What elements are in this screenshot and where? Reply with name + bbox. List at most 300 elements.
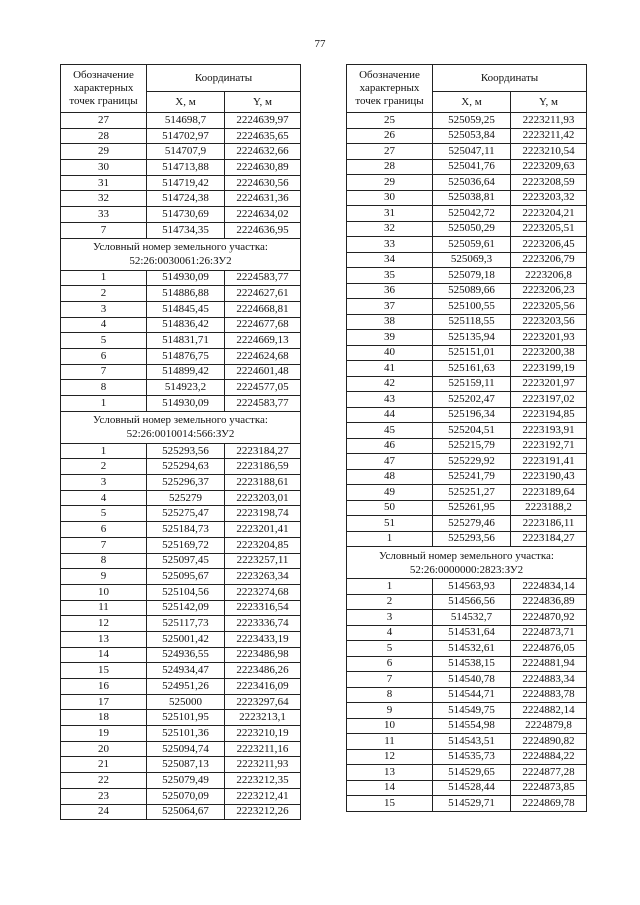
y-coordinate: 2224636,95 xyxy=(225,222,301,238)
point-number: 12 xyxy=(61,616,147,632)
point-number: 8 xyxy=(61,380,147,396)
table-row xyxy=(61,191,301,207)
x-coordinate: 514698,7 xyxy=(147,113,225,129)
y-coordinate: 2224881,94 xyxy=(511,656,587,672)
y-coordinate: 2224884,22 xyxy=(511,749,587,765)
coordinates-header: Координаты xyxy=(147,65,301,92)
x-coordinate: 525041,76 xyxy=(433,159,511,175)
table-row xyxy=(347,656,587,672)
y-coordinate: 2224577,05 xyxy=(225,380,301,396)
point-number: 13 xyxy=(61,631,147,647)
point-number: 42 xyxy=(347,376,433,392)
y-coordinate: 2224879,8 xyxy=(511,718,587,734)
x-coordinate: 525135,94 xyxy=(433,330,511,346)
table-row xyxy=(347,221,587,237)
y-coordinate: 2224631,36 xyxy=(225,191,301,207)
table-row xyxy=(347,299,587,315)
y-coordinate: 2223188,61 xyxy=(225,475,301,491)
table-row xyxy=(347,144,587,160)
x-coordinate: 525000 xyxy=(147,694,225,710)
y-coordinate: 2224668,81 xyxy=(225,301,301,317)
y-coordinate: 2223205,56 xyxy=(511,299,587,315)
table-row xyxy=(347,672,587,688)
table-row xyxy=(61,804,301,820)
table-row xyxy=(61,380,301,396)
x-coordinate: 514532,61 xyxy=(433,641,511,657)
table-row xyxy=(347,749,587,765)
x-coordinate: 525159,11 xyxy=(433,376,511,392)
page-number: 77 xyxy=(314,38,326,50)
table-row xyxy=(61,317,301,333)
point-number: 14 xyxy=(347,780,433,796)
x-coordinate: 525079,49 xyxy=(147,773,225,789)
y-coordinate: 2223203,56 xyxy=(511,314,587,330)
y-coordinate: 2223212,26 xyxy=(225,804,301,820)
table-row xyxy=(61,773,301,789)
table-row xyxy=(347,625,587,641)
x-coordinate: 525087,13 xyxy=(147,757,225,773)
y-coordinate: 2224632,66 xyxy=(225,144,301,160)
x-coordinate: 525204,51 xyxy=(433,423,511,439)
y-coordinate: 2223198,74 xyxy=(225,506,301,522)
x-coordinate: 525294,63 xyxy=(147,459,225,475)
section-row xyxy=(61,238,301,270)
y-coordinate: 2224883,78 xyxy=(511,687,587,703)
x-coordinate: 514719,42 xyxy=(147,175,225,191)
point-number: 27 xyxy=(61,113,147,129)
x-coordinate: 525293,56 xyxy=(433,531,511,547)
table-row xyxy=(61,584,301,600)
point-number: 2 xyxy=(61,286,147,302)
x-coordinate: 525104,56 xyxy=(147,584,225,600)
table-row xyxy=(61,396,301,412)
y-coordinate: 2223486,98 xyxy=(225,647,301,663)
point-number: 37 xyxy=(347,299,433,315)
y-coordinate: 2224677,68 xyxy=(225,317,301,333)
point-number: 44 xyxy=(347,407,433,423)
point-number: 49 xyxy=(347,485,433,501)
x-coordinate: 525069,3 xyxy=(433,252,511,268)
x-coordinate: 514899,42 xyxy=(147,364,225,380)
point-number: 15 xyxy=(61,663,147,679)
point-number: 1 xyxy=(61,443,147,459)
point-number: 24 xyxy=(61,804,147,820)
y-coordinate: 2223206,45 xyxy=(511,237,587,253)
y-coordinate: 2223336,74 xyxy=(225,616,301,632)
y-header: Y, м xyxy=(511,92,587,113)
x-coordinate: 525001,42 xyxy=(147,631,225,647)
y-coordinate: 2223263,34 xyxy=(225,569,301,585)
table-row xyxy=(347,610,587,626)
x-coordinate: 524936,55 xyxy=(147,647,225,663)
x-coordinate: 514702,97 xyxy=(147,128,225,144)
y-coordinate: 2224630,56 xyxy=(225,175,301,191)
y-coordinate: 2223186,59 xyxy=(225,459,301,475)
table-row xyxy=(347,283,587,299)
table-row xyxy=(347,594,587,610)
table-row xyxy=(61,348,301,364)
y-coordinate: 2223201,97 xyxy=(511,376,587,392)
y-coordinate: 2223211,42 xyxy=(511,128,587,144)
table-row xyxy=(347,206,587,222)
table-row xyxy=(61,694,301,710)
point-number: 4 xyxy=(61,317,147,333)
table-row xyxy=(61,616,301,632)
table-row xyxy=(61,222,301,238)
point-number: 28 xyxy=(347,159,433,175)
x-coordinate: 525293,56 xyxy=(147,443,225,459)
table-row xyxy=(347,376,587,392)
x-coordinate: 514930,09 xyxy=(147,270,225,286)
table-row xyxy=(61,647,301,663)
table-row xyxy=(347,516,587,532)
point-number: 5 xyxy=(61,506,147,522)
y-coordinate: 2223212,35 xyxy=(225,773,301,789)
y-coordinate: 2224882,14 xyxy=(511,703,587,719)
table-row xyxy=(61,663,301,679)
x-coordinate: 525161,63 xyxy=(433,361,511,377)
y-coordinate: 2223433,19 xyxy=(225,631,301,647)
table-row xyxy=(61,569,301,585)
table-row xyxy=(61,144,301,160)
point-number: 33 xyxy=(61,207,147,223)
point-number: 10 xyxy=(61,584,147,600)
point-number: 50 xyxy=(347,500,433,516)
y-coordinate: 2223206,23 xyxy=(511,283,587,299)
x-coordinate: 525261,95 xyxy=(433,500,511,516)
y-coordinate: 2224873,71 xyxy=(511,625,587,641)
x-coordinate: 525036,64 xyxy=(433,175,511,191)
x-coordinate: 525142,09 xyxy=(147,600,225,616)
y-coordinate: 2223186,11 xyxy=(511,516,587,532)
y-coordinate: 2223191,41 xyxy=(511,454,587,470)
table-row xyxy=(347,237,587,253)
table-row xyxy=(347,531,587,547)
x-coordinate: 514535,73 xyxy=(433,749,511,765)
point-number: 16 xyxy=(61,679,147,695)
table-row xyxy=(347,113,587,129)
point-number: 3 xyxy=(347,610,433,626)
section-row xyxy=(347,547,587,579)
x-coordinate: 514713,88 xyxy=(147,160,225,176)
point-number: 4 xyxy=(61,490,147,506)
y-coordinate: 2223190,43 xyxy=(511,469,587,485)
x-coordinate: 514836,42 xyxy=(147,317,225,333)
table-row xyxy=(347,780,587,796)
point-number: 30 xyxy=(347,190,433,206)
table-row xyxy=(347,175,587,191)
x-coordinate: 514876,75 xyxy=(147,348,225,364)
point-number: 45 xyxy=(347,423,433,439)
x-coordinate: 514538,15 xyxy=(433,656,511,672)
table-row xyxy=(61,553,301,569)
x-coordinate: 525296,37 xyxy=(147,475,225,491)
y-coordinate: 2223204,85 xyxy=(225,537,301,553)
point-number: 1 xyxy=(61,396,147,412)
table-row xyxy=(347,361,587,377)
table-row xyxy=(61,286,301,302)
y-coordinate: 2223204,21 xyxy=(511,206,587,222)
table-row xyxy=(61,175,301,191)
point-number: 38 xyxy=(347,314,433,330)
table-row xyxy=(347,454,587,470)
table-row xyxy=(347,314,587,330)
point-number: 32 xyxy=(347,221,433,237)
point-number: 6 xyxy=(61,348,147,364)
y-coordinate: 2223197,02 xyxy=(511,392,587,408)
point-number: 9 xyxy=(61,569,147,585)
x-coordinate: 525053,84 xyxy=(433,128,511,144)
point-number: 39 xyxy=(347,330,433,346)
table-row xyxy=(61,741,301,757)
table-row xyxy=(347,345,587,361)
point-number: 3 xyxy=(61,475,147,491)
point-number: 10 xyxy=(347,718,433,734)
x-coordinate: 514543,51 xyxy=(433,734,511,750)
table-row xyxy=(61,113,301,129)
table-row xyxy=(347,159,587,175)
y-coordinate: 2223210,54 xyxy=(511,144,587,160)
table-row xyxy=(61,631,301,647)
point-number: 40 xyxy=(347,345,433,361)
table-row xyxy=(61,160,301,176)
table-row xyxy=(347,734,587,750)
land-plot-number: Условный номер земельного участка: 52:26:0030061:26:ЗУ2 xyxy=(61,238,301,270)
point-number: 35 xyxy=(347,268,433,284)
point-number: 15 xyxy=(347,796,433,812)
point-number: 29 xyxy=(347,175,433,191)
x-coordinate: 525279,46 xyxy=(433,516,511,532)
table-row xyxy=(61,788,301,804)
point-number: 2 xyxy=(347,594,433,610)
table-row xyxy=(61,364,301,380)
x-coordinate: 525229,92 xyxy=(433,454,511,470)
x-coordinate: 514531,64 xyxy=(433,625,511,641)
x-coordinate: 524951,26 xyxy=(147,679,225,695)
table-row xyxy=(61,301,301,317)
y-coordinate: 2223206,8 xyxy=(511,268,587,284)
section-row xyxy=(61,411,301,443)
point-number: 46 xyxy=(347,438,433,454)
y-coordinate: 2223189,64 xyxy=(511,485,587,501)
x-coordinate: 525094,74 xyxy=(147,741,225,757)
table-header-row xyxy=(347,65,587,92)
x-coordinate: 525151,01 xyxy=(433,345,511,361)
y-coordinate: 2224834,14 xyxy=(511,579,587,595)
x-coordinate: 524934,47 xyxy=(147,663,225,679)
x-coordinate: 525215,79 xyxy=(433,438,511,454)
point-number: 9 xyxy=(347,703,433,719)
x-coordinate: 514529,65 xyxy=(433,765,511,781)
point-number: 13 xyxy=(347,765,433,781)
x-coordinate: 514549,75 xyxy=(433,703,511,719)
point-number: 25 xyxy=(347,113,433,129)
table-row xyxy=(347,268,587,284)
point-number: 5 xyxy=(347,641,433,657)
table-row xyxy=(347,718,587,734)
y-coordinate: 2223203,32 xyxy=(511,190,587,206)
x-coordinate: 514734,35 xyxy=(147,222,225,238)
y-coordinate: 2224870,92 xyxy=(511,610,587,626)
x-coordinate: 514554,98 xyxy=(433,718,511,734)
point-number: 7 xyxy=(61,222,147,238)
y-coordinate: 2224583,77 xyxy=(225,396,301,412)
x-coordinate: 525095,67 xyxy=(147,569,225,585)
point-number: 7 xyxy=(61,537,147,553)
x-coordinate: 525101,95 xyxy=(147,710,225,726)
point-number: 2 xyxy=(61,459,147,475)
x-coordinate: 514831,71 xyxy=(147,333,225,349)
point-number: 11 xyxy=(61,600,147,616)
y-coordinate: 2223203,01 xyxy=(225,490,301,506)
point-number: 36 xyxy=(347,283,433,299)
y-coordinate: 2223201,93 xyxy=(511,330,587,346)
x-coordinate: 514930,09 xyxy=(147,396,225,412)
y-coordinate: 2223199,19 xyxy=(511,361,587,377)
table-row xyxy=(61,726,301,742)
point-number: 12 xyxy=(347,749,433,765)
point-number: 30 xyxy=(61,160,147,176)
point-number: 31 xyxy=(61,175,147,191)
x-coordinate: 525079,18 xyxy=(433,268,511,284)
table-row xyxy=(347,438,587,454)
x-coordinate: 525064,67 xyxy=(147,804,225,820)
point-number: 29 xyxy=(61,144,147,160)
point-number: 6 xyxy=(61,522,147,538)
table-row xyxy=(61,459,301,475)
point-number: 8 xyxy=(61,553,147,569)
y-coordinate: 2223212,41 xyxy=(225,788,301,804)
point-number: 23 xyxy=(61,788,147,804)
y-coordinate: 2224869,78 xyxy=(511,796,587,812)
table-row xyxy=(61,333,301,349)
x-coordinate: 525097,45 xyxy=(147,553,225,569)
coordinates-table-body xyxy=(61,65,301,820)
point-number: 27 xyxy=(347,144,433,160)
x-coordinate: 525196,34 xyxy=(433,407,511,423)
y-coordinate: 2224627,61 xyxy=(225,286,301,302)
y-header: Y, м xyxy=(225,92,301,113)
y-coordinate: 2223209,63 xyxy=(511,159,587,175)
y-coordinate: 2224876,05 xyxy=(511,641,587,657)
x-coordinate: 514845,45 xyxy=(147,301,225,317)
y-coordinate: 2223193,91 xyxy=(511,423,587,439)
table-row xyxy=(347,765,587,781)
y-coordinate: 2224634,02 xyxy=(225,207,301,223)
point-number: 43 xyxy=(347,392,433,408)
point-number: 1 xyxy=(347,531,433,547)
y-coordinate: 2223211,93 xyxy=(511,113,587,129)
point-number: 18 xyxy=(61,710,147,726)
point-number: 34 xyxy=(347,252,433,268)
table-row xyxy=(61,443,301,459)
x-coordinate: 525047,11 xyxy=(433,144,511,160)
point-number: 47 xyxy=(347,454,433,470)
point-number: 1 xyxy=(61,270,147,286)
table-row xyxy=(61,270,301,286)
y-coordinate: 2224630,89 xyxy=(225,160,301,176)
point-number: 6 xyxy=(347,656,433,672)
x-coordinate: 525251,27 xyxy=(433,485,511,501)
x-coordinate: 514724,38 xyxy=(147,191,225,207)
x-coordinate: 514529,71 xyxy=(433,796,511,812)
table-row xyxy=(347,407,587,423)
table-row xyxy=(61,522,301,538)
y-coordinate: 2223201,41 xyxy=(225,522,301,538)
y-coordinate: 2224635,65 xyxy=(225,128,301,144)
table-row xyxy=(61,757,301,773)
y-coordinate: 2224873,85 xyxy=(511,780,587,796)
table-row xyxy=(61,600,301,616)
table-row xyxy=(347,485,587,501)
point-number: 31 xyxy=(347,206,433,222)
table-header-row xyxy=(61,65,301,92)
point-number: 28 xyxy=(61,128,147,144)
x-coordinate: 525059,25 xyxy=(433,113,511,129)
x-coordinate: 514540,78 xyxy=(433,672,511,688)
point-number: 26 xyxy=(347,128,433,144)
point-number: 7 xyxy=(347,672,433,688)
y-coordinate: 2224601,48 xyxy=(225,364,301,380)
y-coordinate: 2224877,28 xyxy=(511,765,587,781)
point-number: 5 xyxy=(61,333,147,349)
y-coordinate: 2223274,68 xyxy=(225,584,301,600)
x-coordinate: 514707,9 xyxy=(147,144,225,160)
x-coordinate: 525117,73 xyxy=(147,616,225,632)
y-coordinate: 2224669,13 xyxy=(225,333,301,349)
table-row xyxy=(347,500,587,516)
x-coordinate: 525038,81 xyxy=(433,190,511,206)
land-plot-number: Условный номер земельного участка: 52:26:0000000:2823:ЗУ2 xyxy=(347,547,587,579)
point-number: 48 xyxy=(347,469,433,485)
table-row xyxy=(61,128,301,144)
table-row xyxy=(347,423,587,439)
coordinates-table-body xyxy=(347,65,587,812)
x-coordinate: 514532,7 xyxy=(433,610,511,626)
point-number: 51 xyxy=(347,516,433,532)
table-row xyxy=(61,710,301,726)
land-plot-number: Условный номер земельного участка: 52:26:0010014:566:ЗУ2 xyxy=(61,411,301,443)
point-number: 1 xyxy=(347,579,433,595)
y-coordinate: 2224624,68 xyxy=(225,348,301,364)
x-coordinate: 514544,71 xyxy=(433,687,511,703)
x-coordinate: 525101,36 xyxy=(147,726,225,742)
table-row xyxy=(61,679,301,695)
x-coordinate: 525050,29 xyxy=(433,221,511,237)
point-number: 3 xyxy=(61,301,147,317)
x-coordinate: 514886,88 xyxy=(147,286,225,302)
x-coordinate: 514923,2 xyxy=(147,380,225,396)
coordinates-table-left xyxy=(60,64,301,820)
y-coordinate: 2224583,77 xyxy=(225,270,301,286)
y-coordinate: 2224639,97 xyxy=(225,113,301,129)
y-coordinate: 2223184,27 xyxy=(511,531,587,547)
table-row xyxy=(61,207,301,223)
table-row xyxy=(61,475,301,491)
coordinates-table-right xyxy=(346,64,587,812)
x-coordinate: 514730,69 xyxy=(147,207,225,223)
table-row xyxy=(61,506,301,522)
table-row xyxy=(347,641,587,657)
table-row xyxy=(347,579,587,595)
x-header: X, м xyxy=(147,92,225,113)
point-designation-header: Обозначение характерных точек границы xyxy=(61,65,147,113)
point-number: 8 xyxy=(347,687,433,703)
y-coordinate: 2223205,51 xyxy=(511,221,587,237)
x-coordinate: 525202,47 xyxy=(433,392,511,408)
x-coordinate: 525241,79 xyxy=(433,469,511,485)
table-row xyxy=(61,537,301,553)
